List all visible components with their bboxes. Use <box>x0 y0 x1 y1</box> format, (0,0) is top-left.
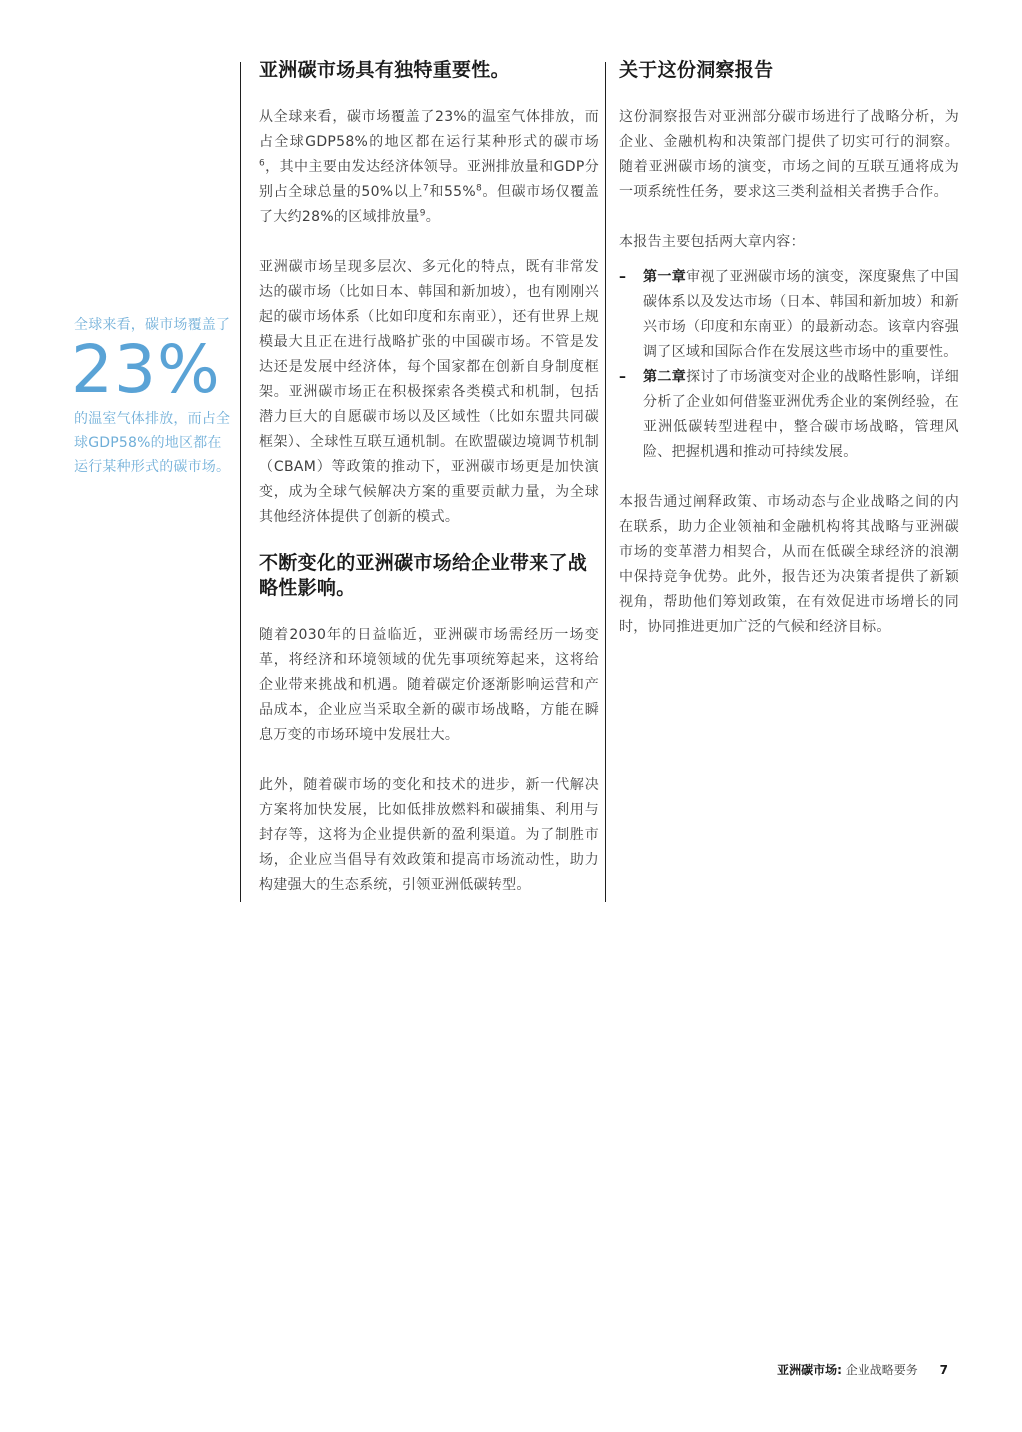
section-heading-asia-importance: 亚洲碳市场具有独特重要性。 <box>259 59 510 81</box>
page-number: 7 <box>939 1363 948 1377</box>
pull-quote-figure: 23% <box>71 331 221 408</box>
chapter-text: 探讨了市场演变对企业的战略性影响，详细分析了企业如何借鉴亚洲优秀企业的案例经验，在亚洲低碳转型进程中，整合碳市场战略，管理风险、把握机遇和推动可持续发展。 <box>643 369 959 460</box>
dash-bullet: – <box>619 369 627 385</box>
pull-quote <box>71 313 234 479</box>
footer-title: 亚洲碳市场: <box>777 1363 842 1377</box>
text-span: 。 <box>425 209 441 225</box>
paragraph-new-solutions: 此外，随着碳市场的变化和技术的进步，新一代解决方案将加快发展，比如低排放燃料和碳捕集、利用与封存等，这将为企业提供新的盈利渠道。为了制胜市场，企业应当倡导有效政策和提高市场流动性，助力构建强大的生态系统，引领亚洲低碳转型。 <box>259 777 599 893</box>
column-divider-right <box>605 62 606 902</box>
paragraph-asia-multilevel: 亚洲碳市场呈现多层次、多元化的特点，既有非常发达的碳市场（比如日本、韩国和新加坡），也有刚刚兴起的碳市场体系（比如印度和东南亚），还有世界上规模最大且正在进行战略扩张的中国碳市场。不管是发达还是发展中经济体，每个国家都在创新自身制度框架。亚洲碳市场正在积极探索各类模式和机制，包括潜力巨大的自愿碳市场以及区域性（比如东盟共同碳框架）、全球性互联互通机制。在欧盟碳边境调节机制（CBAM）等政策的推动下，亚洲碳市场更是加快演变，成为全球气候解决方案的重要贡献力量，为全球其他经济体提供了创新的模式。 <box>259 259 599 525</box>
paragraph-report-intro: 这份洞察报告对亚洲部分碳市场进行了战略分析，为企业、金融机构和决策部门提供了切实可行的洞察。随着亚洲碳市场的演变，市场之间的互联互通将成为一项系统性任务，要求这三类利益相关者携手合作。 <box>619 109 959 200</box>
pull-quote-lead: 全球来看，碳市场覆盖了 <box>74 317 231 333</box>
footer-subtitle: 企业战略要务 <box>845 1363 918 1377</box>
footnote-ref-7: 7 <box>422 183 429 194</box>
text-span: ，其中主要由发达经济体领导。亚洲排放量和GDP分别占全球总量的50%以上 <box>259 159 599 200</box>
chapter-list <box>619 265 959 465</box>
section-heading-strategic-impact: 不断变化的亚洲碳市场给企业带来了战略性影响。 <box>259 552 588 599</box>
section-heading-about-report: 关于这份洞察报告 <box>619 59 774 81</box>
chapter-text: 审视了亚洲碳市场的演变，深度聚焦了中国碳体系以及发达市场（日本、韩国和新加坡）和新兴市场（印度和东南亚）的最新动态。该章内容强调了区域和国际合作在发展这些市场中的重要性。 <box>643 269 959 360</box>
list-item <box>619 265 959 365</box>
footnote-ref-8: 8 <box>475 183 482 194</box>
column-divider-left <box>240 62 241 902</box>
paragraph-report-value: 本报告通过阐释政策、市场动态与企业战略之间的内在联系，助力企业领袖和金融机构将其战略与亚洲碳市场的变革潜力相契合，从而在低碳全球经济的浪潮中保持竞争优势。此外，报告还为决策者提供了新颖视角，帮助他们筹划政策，在有效促进市场增长的同时，协同推进更加广泛的气候和经济目标。 <box>619 494 959 635</box>
chapter-label: 第一章 <box>643 269 687 285</box>
pull-quote-tail: 的温室气体排放，而占全球GDP58%的地区都在运行某种形式的碳市场。 <box>74 411 231 475</box>
list-item <box>619 365 959 465</box>
text-span: 。但碳市场仅覆盖了大约28%的区域排放量 <box>259 184 599 225</box>
chapter-label: 第二章 <box>643 369 687 385</box>
page-footer <box>777 1361 948 1378</box>
right-column <box>619 58 959 640</box>
footnote-ref-6: 6 <box>259 158 266 169</box>
dash-bullet: – <box>619 269 627 285</box>
footnote-ref-9: 9 <box>419 208 426 219</box>
paragraph-global-coverage <box>259 105 599 230</box>
main-column <box>259 58 599 898</box>
text-span: 和55% <box>429 184 476 200</box>
paragraph-chapters-intro: 本报告主要包括两大章内容： <box>619 234 805 250</box>
text-span: 从全球来看，碳市场覆盖了23%的温室气体排放，而占全球GDP58%的地区都在运行某种形式的碳市场 <box>259 109 599 150</box>
paragraph-2030-transition: 随着2030年的日益临近，亚洲碳市场需经历一场变革，将经济和环境领域的优先事项统筹起来，这将给企业带来挑战和机遇。随着碳定价逐渐影响运营和产品成本，企业应当采取全新的碳市场战略，方能在瞬息万变的市场环境中发展壮大。 <box>259 627 599 743</box>
